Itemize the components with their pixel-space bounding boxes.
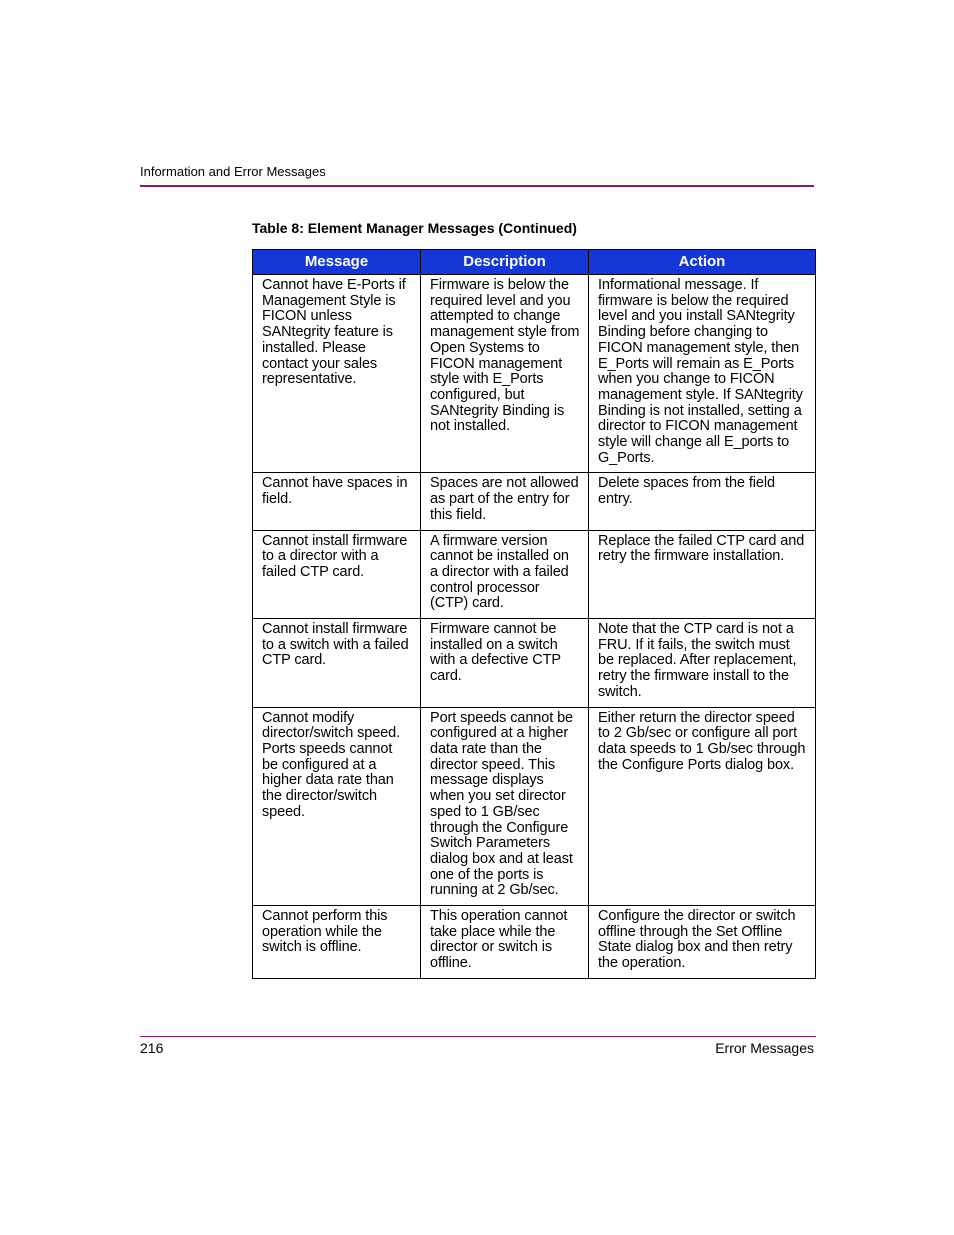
message-cell: Cannot perform this operation while the switch is offline.: [253, 906, 421, 979]
description-cell: This operation cannot take place while the director or switch is offline.: [421, 906, 589, 979]
table-row: [253, 707, 816, 905]
column-header-description: Description: [421, 250, 589, 275]
message-cell: Cannot modify director/switch speed. Ports speeds cannot be configured at a higher data rate than the director/switch speed.: [253, 707, 421, 905]
table-row: [253, 530, 816, 619]
table-caption: Table 8: Element Manager Messages (Continued): [252, 220, 577, 236]
table-row: [253, 906, 816, 979]
action-cell: Replace the failed CTP card and retry the firmware installation.: [589, 530, 816, 619]
message-cell: Cannot have spaces in field.: [253, 473, 421, 530]
page-number: 216: [140, 1040, 164, 1056]
action-cell: Either return the director speed to 2 Gb/sec or configure all port data speeds to 1 Gb/sec through the Configure Ports dialog box.: [589, 707, 816, 905]
footer-rule: [140, 1036, 816, 1037]
running-header: Information and Error Messages: [140, 164, 326, 179]
column-header-action: Action: [589, 250, 816, 275]
description-cell: Port speeds cannot be configured at a higher data rate than the director speed. This message displays when you set director sped to 1 GB/sec through the Configure Switch Parameters dialog box and at least one of the ports is running at 2 Gb/sec.: [421, 707, 589, 905]
message-cell: Cannot install firmware to a switch with a failed CTP card.: [253, 619, 421, 708]
table-row: [253, 275, 816, 473]
action-cell: Configure the director or switch offline through the Set Offline State dialog box and then retry the operation.: [589, 906, 816, 979]
column-header-message: Message: [253, 250, 421, 275]
header-rule: [140, 185, 814, 187]
description-cell: Firmware is below the required level and you attempted to change management style from Open Systems to FICON management style with E_Ports configured, but SANtegrity Binding is not installed.: [421, 275, 589, 473]
message-cell: Cannot have E-Ports if Management Style is FICON unless SANtegrity feature is installed. Please contact your sales representative.: [253, 275, 421, 473]
element-manager-messages-table: [252, 249, 816, 979]
description-cell: A firmware version cannot be installed on a director with a failed control processor (CTP) card.: [421, 530, 589, 619]
message-cell: Cannot install firmware to a director with a failed CTP card.: [253, 530, 421, 619]
action-cell: Informational message. If firmware is below the required level and you install SANtegrity Binding before changing to FICON management style, then E_Ports will remain as E_Ports when you change to FICON management style. If SANtegrity Binding is not installed, setting a director to FICON management style will change all E_ports to G_Ports.: [589, 275, 816, 473]
action-cell: Delete spaces from the field entry.: [589, 473, 816, 530]
action-cell: Note that the CTP card is not a FRU. If it fails, the switch must be replaced. After replacement, retry the firmware install to the switch.: [589, 619, 816, 708]
footer-section-title: Error Messages: [715, 1040, 814, 1056]
table-row: [253, 619, 816, 708]
table-row: [253, 473, 816, 530]
table-header-row: [253, 250, 816, 275]
description-cell: Firmware cannot be installed on a switch with a defective CTP card.: [421, 619, 589, 708]
description-cell: Spaces are not allowed as part of the entry for this field.: [421, 473, 589, 530]
